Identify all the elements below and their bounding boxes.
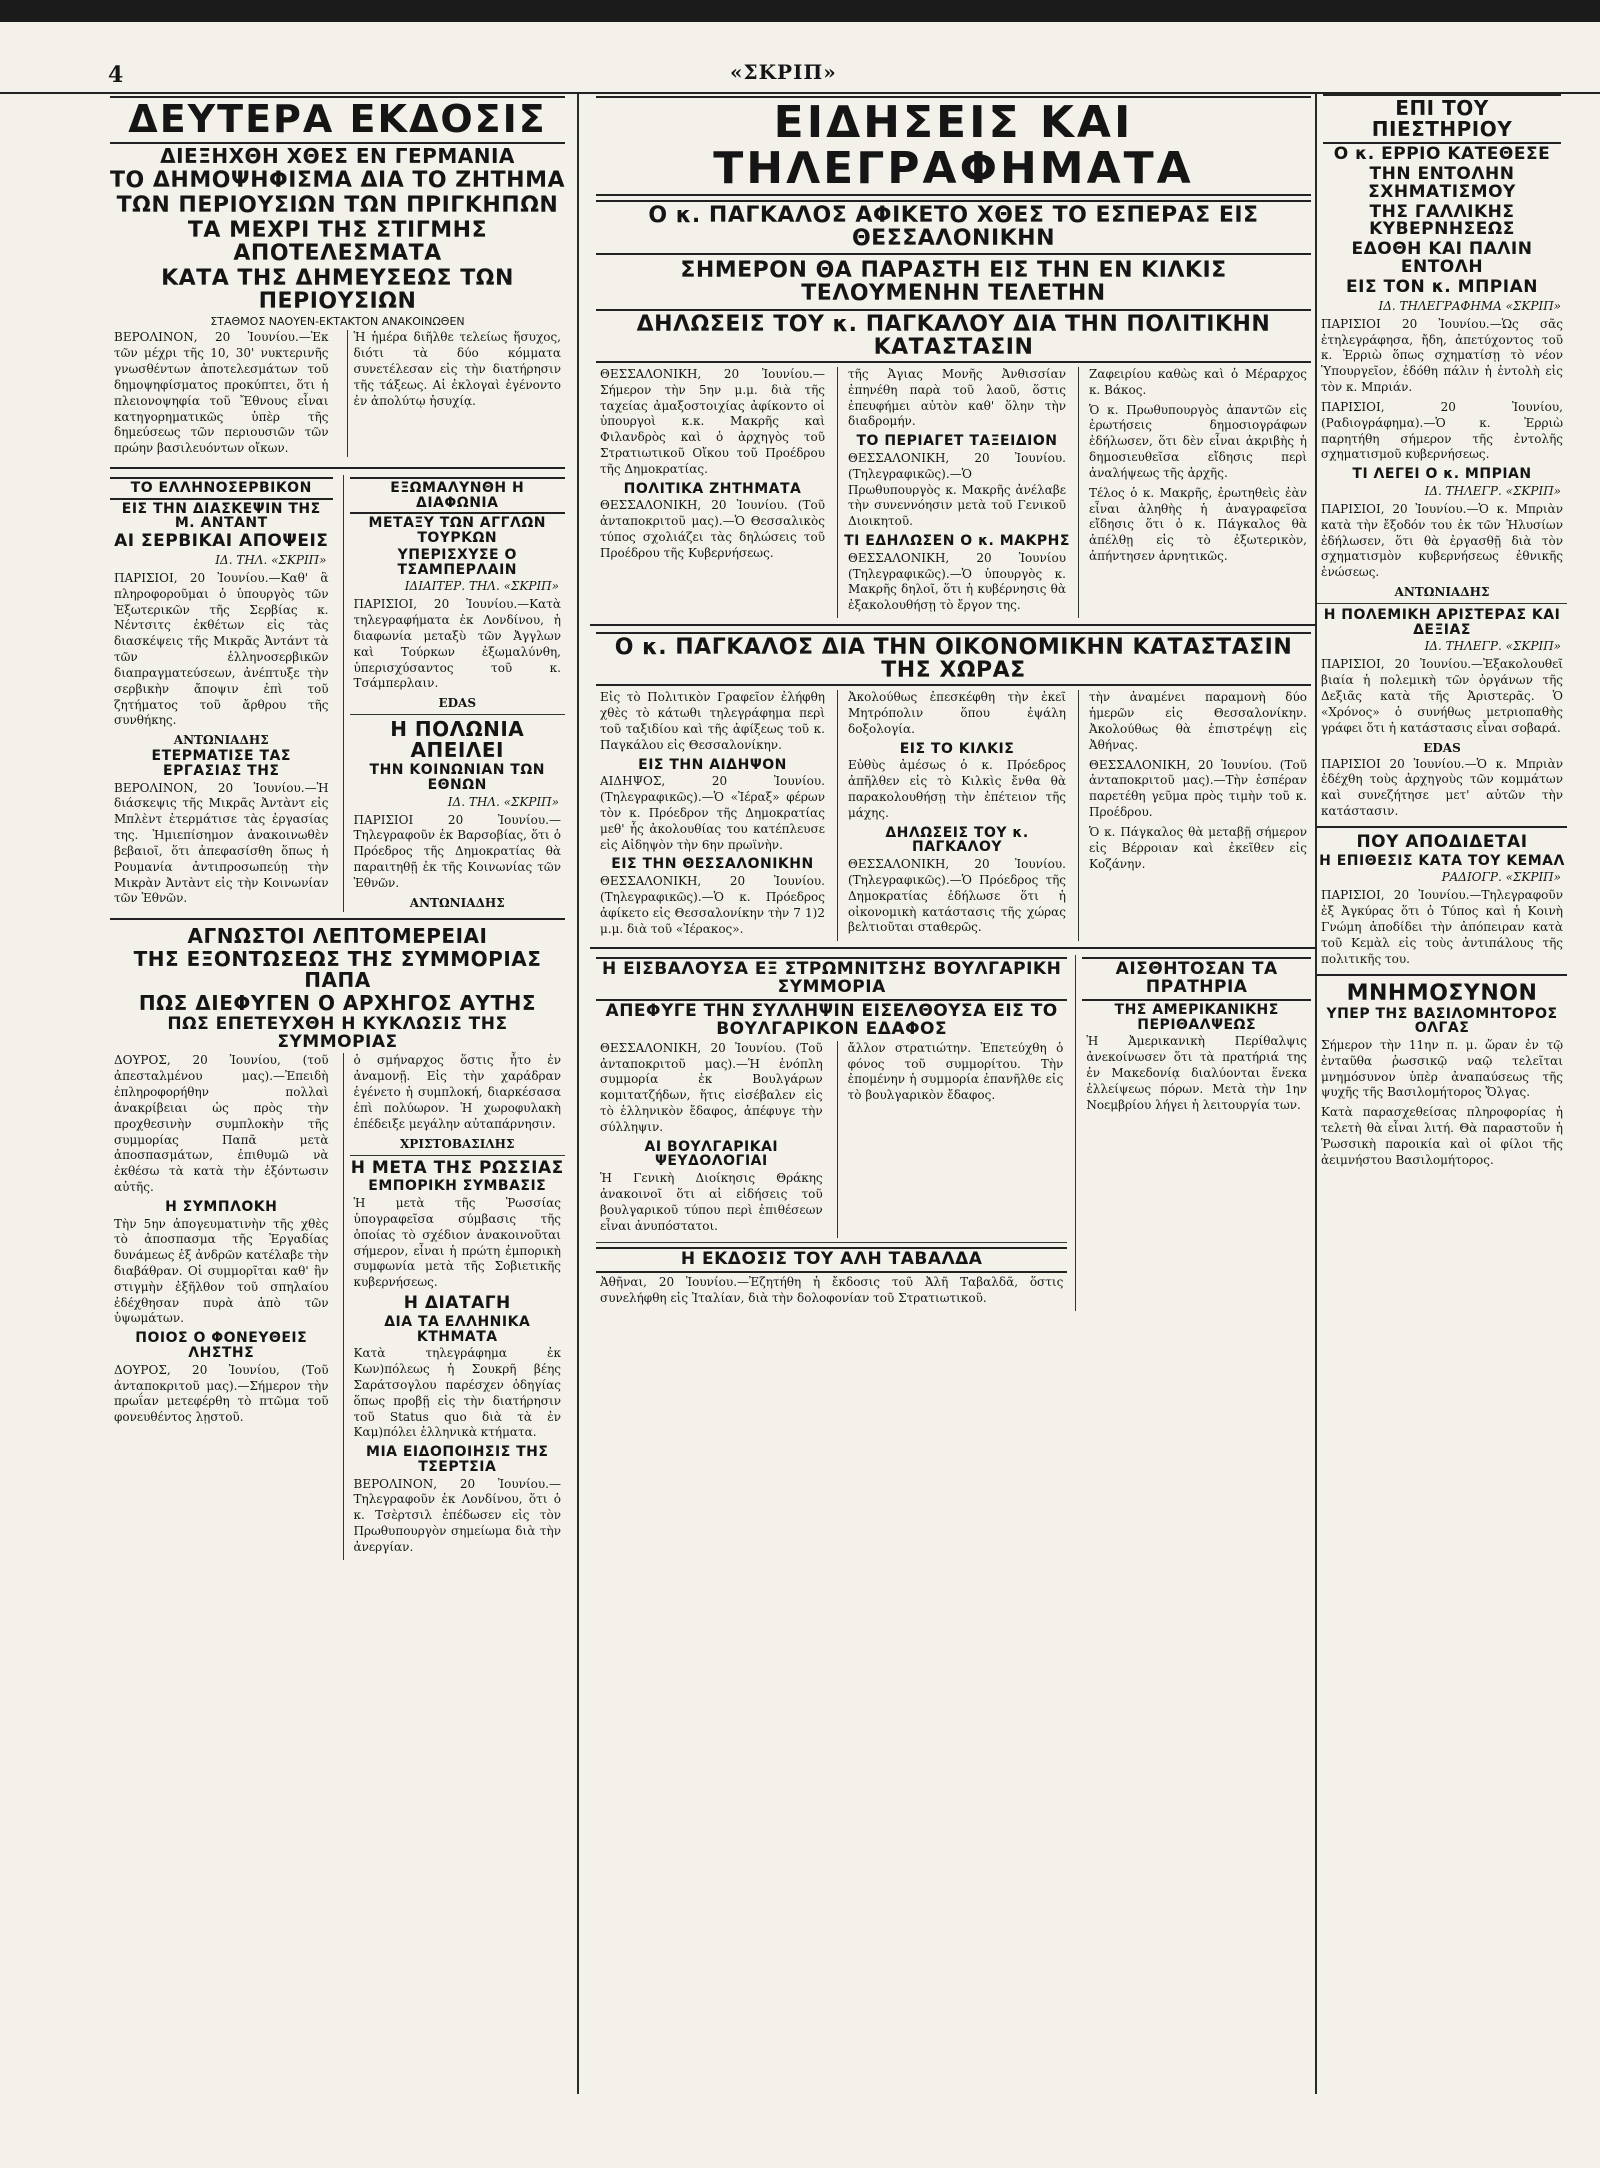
divider	[1317, 603, 1567, 604]
article-text: Κατὰ τηλεγράφημα ἐκ Κων)πόλεως ἡ Σουκρῆ βέης Σαράτσογλου παρέσχεν ὁδηγίας ὅπως προβῇ εἰς τὴν διατήρησιν τοῦ Status quo διὰ τὰ ἐν Καμ)πόλει ἑλληνικὰ κτήματα.	[353, 1346, 561, 1440]
byline: ΡΑΔΙΟΓΡ. «ΣΚΡΙΠ»	[1441, 870, 1561, 885]
article-text: ΘΕΣΣΑΛΟΝΙΚΗ, 20 Ἰουνίου. (Τηλεγραφικῶς).—Ὁ κ. Πρόεδρος ἀφίκετο εἰς Θεσσαλονίκην τὴν 7 1)2 μ.μ. διὰ τοῦ «Ἰέρακος».	[600, 874, 825, 936]
headline-line: Ο κ. ΠΑΓΚΑΛΟΣ ΑΦΙΚΕΤΟ ΧΘΕΣ ΤΟ ΕΣΠΕΡΑΣ ΕΙΣ ΘΕΣΣΑΛΟΝΙΚΗΝ	[596, 200, 1311, 254]
article-text: ΘΕΣΣΑΛΟΝΙΚΗ, 20 Ἰουνίου. (Τοῦ ἀνταποκριτοῦ μας).—Ὁ Θεσσαλικὸς τύπος σχολιάζει τὰς δηλώσεις τοῦ Προέδρου τῆς Κυβερνήσεως.	[600, 498, 825, 560]
signature: ΑΝΤΩΝΙΑΔΗΣ	[173, 733, 269, 748]
section-heading: ΤΙ ΕΔΗΛΩΣΕΝ Ο κ. ΜΑΚΡΗΣ	[844, 533, 1070, 550]
headline-line: ΜΕΤΑΞΥ ΤΩΝ ΑΓΓΛΩΝ ΤΟΥΡΚΩΝ	[368, 515, 546, 547]
divider	[590, 624, 1317, 626]
article-text: ΠΑΡΙΣΙΟΙ 20 Ἰουνίου.—Τηλεγραφοῦν ἐκ Βαρσοβίας, ὅτι ὁ Πρόεδρος τῆς Δημοκρατίας θὰ παραιτηθῇ ἐκ τῆς Κοινωνίας τῶν Ἐθνῶν.	[353, 812, 561, 890]
article-text: ΒΕΡΟΛΙΝΟΝ, 20 Ἰουνίου.—Ἡ διάσκεψις τῆς Μικρᾶς Ἀντὰντ εἰς Μπλὲντ ἐτερμάτισε τὰς ἐργασίας της. Ἡμιεπίσημον ἀνακοινωθὲν βεβαιοῖ, ὅτι ἀπεφασίσθη ὅπως ἡ Ρουμανία ἀντιπροσωπεύῃ τὴν Μικρὰν Ἀντὰντ εἰς τὴν Κοινωνίαν τῶν Ἐθνῶν.	[114, 780, 329, 906]
headline-line: ΑΙ ΣΕΡΒΙΚΑΙ ΑΠΟΨΕΙΣ	[114, 531, 329, 552]
section-heading: ΠΟΛΙΤΙΚΑ ΖΗΤΗΜΑΤΑ	[623, 480, 802, 497]
section-heading: ΔΙΑ ΤΑ ΕΛΛΗΝΙΚΑ ΚΤΗΜΑΤΑ	[384, 1313, 531, 1345]
headline-line: ΕΔΟΘΗ ΚΑΙ ΠΑΛΙΝ ΕΝΤΟΛΗ	[1351, 239, 1533, 278]
economy-col-3	[1078, 690, 1311, 941]
article-text: Τέλος ὁ κ. Μακρῆς, ἐρωτηθεὶς ἐὰν εἶναι ἀληθὴς ἡ ἀναγραφεῖσα εἴδησις ὅτι ὁ κ. Πάγκαλος θὰ ἀπέλθῃ εἰς τὸ ἐξωτερικὸν, ἀπήντησεν ἀρνητικῶς.	[1089, 485, 1307, 564]
byline: ΙΔΙΑΙΤΕΡ. ΤΗΛ. «ΣΚΡΙΠ»	[404, 579, 559, 594]
article-text: ΒΕΡΟΛΙΝΟΝ, 20 Ἰουνίου.—Τηλεγραφοῦν ἐκ Λονδίνου, ὅτι ὁ κ. Τσὲρτσιλ ἐπέδωσεν εἰς τὸν Πρωθυπουργὸν σημείωμα διὰ τὴν ἀνεργίαν.	[353, 1476, 561, 1554]
headline-line: ΤΩΝ ΠΕΡΙΟΥΣΙΩΝ ΤΩΝ ΠΡΙΓΚΗΠΩΝ	[116, 192, 559, 218]
article-text: Εὐθὺς ἀμέσως ὁ κ. Πρόεδρος ἀπῆλθεν εἰς τὸ Κιλκὶς ἔνθα θὰ παρακολουθήσῃ τὴν ἐπέτειον τῆς μάχης.	[848, 758, 1066, 820]
kemal-article	[1317, 831, 1567, 968]
section-heading: ΔΗΛΩΣΕΙΣ ΤΟΥ κ. ΠΑΓΚΑΛΟΥ	[885, 824, 1029, 856]
headline-line: ΤΗΣ ΓΑΛΛΙΚΗΣ ΚΥΒΕΡΝΗΣΕΩΣ	[1369, 201, 1515, 240]
headline-line: ΔΙΕΞΗΧΘΗ ΧΘΕΣ ΕΝ ΓΕΡΜΑΝΙΑ	[160, 143, 515, 168]
headline-line: ΠΩΣ ΔΙΕΦΥΓΕΝ Ο ΑΡΧΗΓΟΣ ΑΥΤΗΣ	[138, 990, 537, 1015]
article-text: ΒΕΡΟΛΙΝΟΝ, 20 Ἰουνίου.—Ἐκ τῶν μέχρι τῆς 10, 30' νυκτερινῆς γνωσθέντων ἀποτελεσμάτων τοῦ δημοψηφίσματος προκύπτει, ὅτι ἡ πλειονοψηφία τοῦ Ἔθνους εἶναι κατηγορηματικῶς ὑπὲρ τῆς δημεύσεως τῶν περιουσιῶν τῶν πρώην βασιλευόντων οἴκων.	[114, 330, 329, 456]
section-heading: Η ΠΟΛΕΜΙΚΗ ΑΡΙΣΤΕΡΑΣ ΚΑΙ ΔΕΞΙΑΣ	[1323, 607, 1561, 638]
section-heading: ΕΙΣ ΤΗΝ ΑΙΔΗΨΟΝ	[638, 756, 787, 773]
article-text: Ζαφειρίου καθὼς καὶ ὁ Μέραρχος κ. Βάκος.	[1089, 366, 1307, 397]
headline-line: ΕΜΠΟΡΙΚΗ ΣΥΜΒΑΣΙΣ	[368, 1178, 547, 1195]
article-text: Ἀθῆναι, 20 Ἰουνίου.—Ἐζητήθη ἡ ἔκδοσις τοῦ Ἀλῆ Ταβαλδᾶ, ὅστις συνελήφθη εἰς Ἰταλίαν, διὰ τὴν δολοφονίαν τοῦ Στρατιωτικοῦ.	[600, 1275, 1064, 1306]
pangalos-col-2	[837, 367, 1070, 618]
byline: ΙΔ. ΤΗΛ. «ΣΚΡΙΠ»	[215, 552, 327, 567]
headline-line: ΤΗΝ ΚΟΙΝΩΝΙΑΝ ΤΩΝ ΕΘΝΩΝ	[369, 762, 545, 793]
headline-line: ΠΟΥ ΑΠΟΔΙΔΕΤΑΙ	[1356, 831, 1528, 852]
article-text: Εἰς τὸ Πολιτικὸν Γραφεῖον ἐλήφθη χθὲς τὸ κάτωθι τηλεγράφημα περὶ τοῦ ταξιδίου καὶ τῆς ἀφίξεως τοῦ κ. Παγκάλου εἰς Θεσσαλονίκην.	[600, 690, 825, 752]
byline: ΙΔ. ΤΗΛΕΓΡ. «ΣΚΡΙΠ»	[1424, 639, 1561, 654]
byline: ΙΔ. ΤΗΛ. «ΣΚΡΙΠ»	[447, 794, 559, 809]
article-text: ΘΕΣΣΑΛΟΝΙΚΗ, 20 Ἰουνίου (Τηλεγραφικῶς).—Ὁ ὑπουργὸς κ. Μακρῆς δηλοῖ, ὅτι ἡ κυβέρνησις θὰ ἐξακολουθήσῃ τὸ ἔργον της.	[848, 550, 1066, 613]
economy-article	[590, 632, 1317, 941]
mission-article	[1075, 955, 1311, 1311]
bulgar-col-2	[837, 1041, 1068, 1239]
tabalda-headline: Η ΕΚΔΟΣΙΣ ΤΟΥ ΑΛΗ ΤΑΒΑΛΔΑ	[596, 1247, 1067, 1273]
article-text: ΘΕΣΣΑΛΟΝΙΚΗ, 20 Ἰουνίου. (Τηλεγραφικῶς).—Ὁ Πρωθυπουργὸς κ. Μακρῆς ἀνέλαβε τὴν συνεννόησιν μετὰ τοῦ Γενικοῦ Διοικητοῦ.	[848, 450, 1066, 529]
signature: EDAS	[1423, 740, 1461, 755]
page-header	[0, 22, 1600, 94]
main-section	[590, 94, 1317, 2094]
polemic-article	[1317, 608, 1567, 820]
section-heading: ΕΙΣ ΤΗΝ ΘΕΣΣΑΛΟΝΙΚΗΝ	[611, 856, 814, 873]
article-text: ΘΕΣΣΑΛΟΝΙΚΗ, 20 Ἰουνίου. (Τοῦ ἀνταποκριτοῦ μας).—Ἡ ἐνόπλη συμμορία ἐκ Βουλγάρων κομιτατζήδων, ἥτις εἰσέβαλεν εἰς τὸ ἑλληνικὸν ἔδαφος, ἀπέφυγε τὴν σύλληψιν.	[600, 1040, 823, 1134]
article-text: ΠΑΡΙΣΙΟΙ, 20 Ἰουνίου.—Ἐξακολουθεῖ βιαία ἡ πολεμικὴ τῶν ὀργάνων τῆς Δεξιᾶς κατὰ τῆς Ἀριστερᾶς. Ὁ «Χρόνος» ὁ συνήθως μετριοπαθὴς γράφει ὅτι ἡ κατάστασις εἶναι σοβαρά.	[1321, 657, 1563, 735]
signature: ΧΡΙΣΤΟΒΑΣΙΛΗΣ	[400, 1136, 515, 1151]
headline-line: ΣΗΜΕΡΟΝ ΘΑ ΠΑΡΑΣΤΗ ΕΙΣ ΤΗΝ ΕΝ ΚΙΛΚΙΣ ΤΕΛΟΥΜΕΝΗΝ ΤΕΛΕΤΗΝ	[680, 257, 1227, 306]
headline-line: ΤΟ ΔΗΜΟΨΗΦΙΣΜΑ ΔΙΑ ΤΟ ΖΗΤΗΜΑ	[110, 167, 565, 193]
germany-article	[110, 143, 565, 461]
economy-col-2	[837, 690, 1070, 941]
divider	[590, 947, 1317, 949]
page-number: 4	[108, 62, 124, 88]
headline-line: ΕΙΣ ΤΗΝ ΔΙΑΣΚΕΨΙΝ ΤΗΣ Μ. ΑΝΤΑΝΤ	[121, 500, 321, 532]
headline-line: ΚΑΤΑ ΤΗΣ ΔΗΜΕΥΣΕΩΣ ΤΩΝ ΠΕΡΙΟΥΣΙΩΝ	[161, 266, 514, 315]
divider	[350, 714, 566, 715]
article-text: Ἀκολούθως ἐπεσκέφθη τὴν ἐκεῖ Μητρόπολιν ὅπου ἐψάλη δοξολογία.	[848, 690, 1066, 736]
article-text: ΔΟΥΡΟΣ, 20 Ἰουνίου, (τοῦ ἀπεσταλμένου μας).—Ἐπειδὴ ἐπληροφορήθην πολλαὶ ἀνακρίβειαι ὡς πρὸς τὴν προχθεσινὴν συμπλοκὴν τῆς συμμορίας Παπᾶ μετὰ ἀποσπασμάτων, ἐπιθυμῶ νὰ ἐκθέσω τὰ κατὰ τὴν ἐξόντωσιν αὐτῆς.	[114, 1053, 329, 1194]
headline-line: ΔΗΛΩΣΕΙΣ ΤΟΥ κ. ΠΑΓΚΑΛΟΥ ΔΙΑ ΤΗΝ ΠΟΛΙΤΙΚΗΝ ΚΑΤΑΣΤΑΣΙΝ	[596, 309, 1311, 363]
right-section	[1317, 94, 1567, 2094]
headline-line: Η ΕΙΣΒΑΛΟΥΣΑ ΕΞ ΣΤΡΩΜΝΙΤΣΗΣ ΒΟΥΛΓΑΡΙΚΗ ΣΥΜΜΟΡΙΑ	[596, 957, 1067, 1001]
greek-serbian-article	[110, 475, 333, 912]
station-line: ΣΤΑΘΜΟΣ ΝΑΟΥΕΝ-ΕΚΤΑΚΤΟΝ ΑΝΑΚΟΙΝΩΘΕΝ	[210, 315, 465, 329]
headline-line: ΑΙΣΘΗΤΟΣΑΝ ΤΑ ΠΡΑΤΗΡΙΑ	[1082, 957, 1311, 1001]
article-text: ΠΑΡΙΣΙΟΙ 20 Ἰουνίου.—Ὁ κ. Μπριὰν ἐδέχθη τοὺς ἀρχηγοὺς τῶν κομμάτων καὶ συνεζήτησε μετ' αὐτῶν τὴν κατάστασιν.	[1321, 756, 1563, 819]
divider	[110, 918, 565, 920]
article-text: Ἡ Γενικὴ Διοίκησις Θράκης ἀνακοινοῖ ὅτι αἱ εἰδήσεις τοῦ βουλγαρικοῦ τύπου περὶ ἐπιθέσεων εἶναι ἀνυπόστατοι.	[600, 1171, 823, 1233]
headline-line: Ο κ. ΠΑΓΚΑΛΟΣ ΔΙΑ ΤΗΝ ΟΙΚΟΝΟΜΙΚΗΝ ΚΑΤΑΣΤΑΣΙΝ ΤΗΣ ΧΩΡΑΣ	[596, 632, 1311, 686]
article-text: Ἡ Ἀμερικανικὴ Περίθαλψις ἀνεκοίνωσεν ὅτι τὰ πρατήριά της ἐν Μακεδονίᾳ διαλύονται ἕνεκα ἐλλείψεως πόρων. Μετὰ τὴν 1ην Νοεμβρίου λήγει ἡ λειτουργία των.	[1086, 1034, 1307, 1112]
headline-line: ΕΞΩΜΑΛΥΝΘΗ Η ΔΙΑΦΩΝΙΑ	[350, 477, 566, 514]
article-text: Ὁ κ. Πάγκαλος θὰ μεταβῇ σήμερον εἰς Βέρροιαν καὶ ἐκεῖθεν εἰς Κοζάνην.	[1089, 824, 1307, 871]
article-text: ὁ σμήναρχος ὅστις ἦτο ἐν ἀναμονῇ. Εἰς τὴν χαράδραν ἐγένετο ἡ συμπλοκή, διαρκέσασα ἐπὶ πολύωρον. Ἡ χωροφυλακὴ ἐπέδειξε μεγάλην αὐταπάρνησιν.	[353, 1053, 561, 1131]
article-text: ΠΑΡΙΣΙΟΙ, 20 Ἰουνίου.—Τηλεγραφοῦν ἐξ Ἀγκύρας ὅτι ὁ Τύπος καὶ ἡ Κοινὴ Γνώμη ἀποδίδει τὴν ἀπόπειραν κατὰ τοῦ Κεμὰλ εἰς τοὺς ἀντιπάλους τῆς πολιτικῆς του.	[1321, 888, 1563, 966]
headline-line: Η ΜΕΤΑ ΤΗΣ ΡΩΣΣΙΑΣ	[350, 1157, 564, 1178]
section-heading: ΑΙ ΒΟΥΛΓΑΡΙΚΑΙ ΨΕΥΔΟΛΟΓΙΑΙ	[644, 1138, 779, 1170]
headline-line: ΤΑ ΜΕΧΡΙ ΤΗΣ ΣΤΙΓΜΗΣ ΑΠΟΤΕΛΕΣΜΑΤΑ	[187, 218, 488, 267]
divider	[1317, 974, 1567, 976]
pangalos-article	[590, 200, 1317, 618]
divider	[110, 467, 565, 469]
headline-line: ΤΗΣ ΑΜΕΡΙΚΑΝΙΚΗΣ ΠΕΡΙΘΑΛΨΕΩΣ	[1114, 1002, 1279, 1033]
article-text: ΠΑΡΙΣΙΟΙ, 20 Ἰουνίου, (Ραδιογράφημα).—Ὁ κ. Ἐρριὼ παρητήθη σήμερον τῆς ἐντολῆς σχηματισμοῦ κυβερνήσεως.	[1321, 399, 1563, 462]
article-text: ΔΟΥΡΟΣ, 20 Ἰουνίου, (Τοῦ ἀνταποκριτοῦ μας).—Σήμερον τὴν πρωΐαν μετεφέρθη τὸ πτῶμα τοῦ φονευθέντος λῃστοῦ.	[114, 1362, 329, 1425]
gang-col-right	[343, 1053, 566, 1559]
article-text: ΠΑΡΙΣΙΟΙ, 20 Ἰουνίου.—Κατὰ τηλεγραφήματα ἐκ Λονδίνου, ἡ διαφωνία μεταξὺ τῶν Ἀγγλων καὶ Τούρκων ἐξωμαλύνθη, ὑπερισχύσαντος τοῦ κ. Τσάμπερλαιν.	[353, 597, 561, 691]
headline-line: ΤΟ ΕΛΛΗΝΟΣΕΡΒΙΚΟΝ	[110, 477, 333, 500]
signature: EDAS	[438, 696, 477, 711]
headline-line: ΕΙΣ ΤΟΝ κ. ΜΠΡΙΑΝ	[1346, 276, 1538, 297]
headline-line: ΑΠΕΦΥΓΕ ΤΗΝ ΣΥΛΛΗΨΙΝ ΕΙΣΕΛΘΟΥΣΑ ΕΙΣ ΤΟ ΒΟΥΛΓΑΡΙΚΟΝ ΕΔΑΦΟΣ	[605, 1001, 1058, 1039]
section-heading: ΕΙΣ ΤΟ ΚΙΛΚΙΣ	[899, 740, 1015, 757]
article-text: ἄλλον στρατιώτην. Ἐπετεύχθη ὁ φόνος τοῦ συμμορίτου. Τὴν ἐπομένην ἡ συμμορία ἐπανῆλθε εἰς τὸ βουλγαρικὸν ἔδαφος.	[847, 1040, 1064, 1103]
pangalos-col-1	[596, 367, 829, 618]
gang-col-left	[110, 1053, 333, 1559]
newspaper-name: «ΣΚΡΙΠ»	[730, 60, 837, 84]
herriot-article	[1317, 94, 1567, 599]
section-heading: Η ΣΥΜΠΛΟΚΗ	[165, 1198, 278, 1215]
signature: ΑΝΤΩΝΙΑΔΗΣ	[409, 895, 505, 910]
divider	[350, 1155, 566, 1156]
section-banner: ΕΙΔΗΣΕΙΣ ΚΑΙ ΤΗΛΕΓΡΑΦΗΜΑΤΑ	[596, 96, 1311, 196]
byline: ΙΔ. ΤΗΛΕΓΡ. «ΣΚΡΙΠ»	[1424, 483, 1561, 498]
article-text: Σήμερον τὴν 11ην π. μ. ὥραν ἐν τῷ ἐνταῦθα ῥωσσικῷ ναῷ τελεῖται μνημόσυνον ὑπὲρ ἀναπαύσεως τῆς ψυχῆς τῆς Βασιλομήτορος Ὄλγας.	[1321, 1038, 1563, 1100]
column-divider	[577, 94, 579, 2094]
headline-line: ΕΠΙ ΤΟΥ ΠΙΕΣΤΗΡΙΟΥ	[1323, 94, 1561, 144]
article-text: Ὁ κ. Πρωθυπουργὸς ἀπαντῶν εἰς ἐρωτήσεις δημοσιογράφων ἐδήλωσεν, ὅτι δὲν εἶναι ἀκριβὴς ἡ δημοσιευθεῖσα εἴδησις περὶ ἀναλήψεως τῆς ἀρχῆς.	[1089, 402, 1307, 480]
article-text: ΘΕΣΣΑΛΟΝΙΚΗ, 20 Ἰουνίου.—Σήμερον τὴν 5ην μ.μ. διὰ τῆς ταχείας ἀμαξοστοιχίας ἀφίκοντο οἱ ὑπουργοὶ κ.κ. Μακρῆς καὶ Φιλανδρὸς καὶ ὁ ἀρχηγὸς τοῦ Στρατιωτικοῦ Οἴκου τοῦ Προέδρου τῆς Δημοκρατίας.	[600, 366, 825, 476]
article-text: ΠΑΡΙΣΙΟΙ 20 Ἰουνίου.—Ὡς σᾶς ἐτηλεγράφησα, ἤδη, ἀπετύχοντος τοῦ κ. Ἐρριὼ ὅπως σχηματίσῃ τὸ νέον Ὑπουργεῖον, ἐδόθη πάλιν ἡ ἐντολὴ εἰς τὸν κ. Μπριάν.	[1321, 316, 1563, 395]
article-text: Ἡ μετὰ τῆς Ῥωσσίας ὑπογραφεῖσα σύμβασις τῆς ὁποίας τὸ σχέδιον ἀνακοινοῦται σήμερον, εἶναι ἡ πρώτη ἐμπορικὴ συμφωνία μετὰ τῆς Σοβιετικῆς κυβερνήσεως.	[353, 1196, 561, 1290]
article-text: Τὴν 5ην ἀπογευματινὴν τῆς χθὲς τὸ ἀποσπασμα τῆς Ἐργαδίας δυνάμεως ἐξ ἀνδρῶν κατέλαβε τὴν διαβάθραν. Οἱ συμμορῖται καθ' ἣν στιγμὴν ἐξῆλθον τοῦ σπηλαίου ἐδέχθησαν πυρὰ ἀπὸ τῶν ὑψωμάτων.	[114, 1216, 329, 1326]
section-heading: ΤΙ ΛΕΓΕΙ Ο κ. ΜΠΡΙΑΝ	[1352, 466, 1532, 483]
article-text: Ἡ ἡμέρα διῆλθε τελείως ἥσυχος, διότι τὰ δύο κόμματα συνετέλεσαν εἰς τὴν διατήρησιν τῆς τάξεως. Αἱ ἐκλογαὶ ἐγένοντο ἐν ἀπολύτῳ ἡσυχίᾳ.	[347, 330, 562, 457]
headline-line: Ο κ. ΕΡΡΙΟ ΚΑΤΕΘΕΣΕ	[1333, 144, 1551, 164]
memorial-article	[1317, 982, 1567, 1169]
headline-line: ΤΗΝ ΕΝΤΟΛΗΝ ΣΧΗΜΑΤΙΣΜΟΥ	[1368, 163, 1516, 202]
headline-line: ΑΓΝΩΣΤΟΙ ΛΕΠΤΟΜΕΡΕΙΑΙ	[187, 923, 488, 948]
section-heading: ΕΤΕΡΜΑΤΙΣΕ ΤΑΣ ΕΡΓΑΣΙΑΣ ΤΗΣ	[151, 748, 291, 779]
gang-article	[110, 923, 565, 1560]
top-border-band	[0, 0, 1600, 22]
article-text: Κατὰ παρασχεθείσας πληροφορίας ἡ τελετὴ θὰ εἶναι λιτή. Θὰ παραστοῦν ἡ Ῥωσσικὴ παροικία καὶ οἱ φίλοι τῆς ἀειμνήστου Βασιλομήτορος.	[1321, 1105, 1563, 1167]
headline-line: ΤΗΣ ΕΞΟΝΤΩΣΕΩΣ ΤΗΣ ΣΥΜΜΟΡΙΑΣ ΠΑΠΑ	[133, 946, 542, 992]
edition-title: ΔΕΥΤΕΡΑ ΕΚΔΟΣΙΣ	[110, 96, 565, 144]
article-text: ΘΕΣΣΑΛΟΝΙΚΗ, 20 Ἰουνίου. (Τοῦ ἀνταποκριτοῦ μας).—Τὴν ἑσπέραν παρετέθη γεῦμα πρὸς τιμὴν τοῦ κ. Προέδρου.	[1089, 757, 1307, 820]
divider	[596, 1242, 1067, 1243]
bulgar-col-1	[596, 1041, 827, 1239]
byline: ΙΔ. ΤΗΛΕΓΡΑΦΗΜΑ «ΣΚΡΙΠ»	[1378, 298, 1561, 313]
article-text: ΠΑΡΙΣΙΟΙ, 20 Ἰουνίου.—Καθ' ἃ πληροφοροῦμαι ὁ ὑπουργὸς τῶν Ἐξωτερικῶν τῆς Σερβίας κ. Νέντσιτς ἐκθέτων εἰς τὰς διασκέψεις τῆς Μικρᾶς Ἀντάντ τὰ τῶν ἑλληνοσερβικῶν διαπραγματεύσεων, ἀνέπτυξε τὴν σερβικὴν ἄποψιν ἐπὶ τοῦ ζητήματος τοῦ ἄρθρου τῆς συνθήκης.	[114, 570, 329, 728]
economy-col-1	[596, 690, 829, 941]
headline-line: ΜΝΗΜΟΣΥΝΟΝ	[1346, 980, 1538, 1006]
pangalos-col-3	[1078, 367, 1311, 618]
section-heading: ΜΙΑ ΕΙΔΟΠΟΙΗΣΙΣ ΤΗΣ ΤΣΕΡΤΣΙΑ	[366, 1444, 549, 1475]
article-text: ΘΕΣΣΑΛΟΝΙΚΗ, 20 Ἰουνίου. (Τηλεγραφικῶς).—Ὁ Πρόεδρος τῆς Δημοκρατίας ἐδήλωσε ὅτι ἡ οἰκονομικὴ κατάστασις τῆς χώρας βελτιοῦται σταθερῶς.	[848, 857, 1066, 935]
headline-line: Η ΠΟΛΩΝΙΑ ΑΠΕΙΛΕΙ	[390, 717, 525, 763]
divider	[1317, 826, 1567, 828]
article-text: τῆς Ἀγιας Μονῆς Ἀνθισσίαν ἐπηνέθη παρὰ τοῦ λαοῦ, ὅστις ἐπευφήμει αὐτὸν καθ' ὅλην τὴν διαδρομήν.	[848, 366, 1066, 429]
article-text: τὴν ἀναμένει παραμονὴ δύο ἡμερῶν εἰς Θεσσαλονίκην. Ἀκολούθως θὰ ἐπιστρέψῃ εἰς Ἀθήνας.	[1089, 690, 1307, 752]
article-text: ΠΑΡΙΣΙΟΙ, 20 Ἰουνίου.—Ὁ κ. Μπριὰν κατὰ τὴν ἔξοδόν του ἐκ τῶν Ἠλυσίων ἐδήλωσεν, ὅτι θὰ ἐργασθῇ διὰ τὸν σχηματισμὸν κυβερνήσεως ἐθνικῆς ἑνώσεως.	[1321, 501, 1563, 580]
signature: ΑΝΤΩΝΙΑΔΗΣ	[1394, 585, 1490, 600]
article-text: ΑΙΔΗΨΟΣ, 20 Ἰουνίου. (Τηλεγραφικῶς).—Ὁ «Ἰέραξ» φέρων τὸν κ. Πρόεδρον τῆς Δημοκρατίας μεθ' ἧς ἀκολουθίας του κατέπλευσε εἰς Αἰδηψὸν τὴν 6ην πρωϊνὴν.	[600, 774, 825, 852]
headline-line: ΥΠΕΡ ΤΗΣ ΒΑΣΙΛΟΜΗΤΟΡΟΣ ΟΛΓΑΣ	[1326, 1005, 1558, 1037]
bulgar-article	[596, 955, 1067, 1311]
left-section	[110, 94, 565, 2094]
headline-line: Η ΕΠΙΘΕΣΙΣ ΚΑΤΑ ΤΟΥ ΚΕΜΑΛ	[1319, 852, 1565, 869]
section-heading: Η ΔΙΑΤΑΓΗ	[403, 1293, 511, 1314]
right-subcolumn	[343, 475, 566, 912]
headline-line: ΥΠΕΡΙΣΧΥΣΕ Ο ΤΣΑΜΠΕΡΛΑΙΝ	[397, 546, 518, 578]
headline-line: ΠΩΣ ΕΠΕΤΕΥΧΘΗ Η ΚΥΚΛΩΣΙΣ ΤΗΣ ΣΥΜΜΟΡΙΑΣ	[167, 1013, 508, 1052]
section-heading: ΠΟΙΟΣ Ο ΦΟΝΕΥΘΕΙΣ ΛΗΣΤΗΣ	[135, 1330, 308, 1361]
section-heading: ΤΟ ΠΕΡΙΑΓΕΤ ΤΑΞΕΙΔΙΟΝ	[856, 433, 1058, 450]
